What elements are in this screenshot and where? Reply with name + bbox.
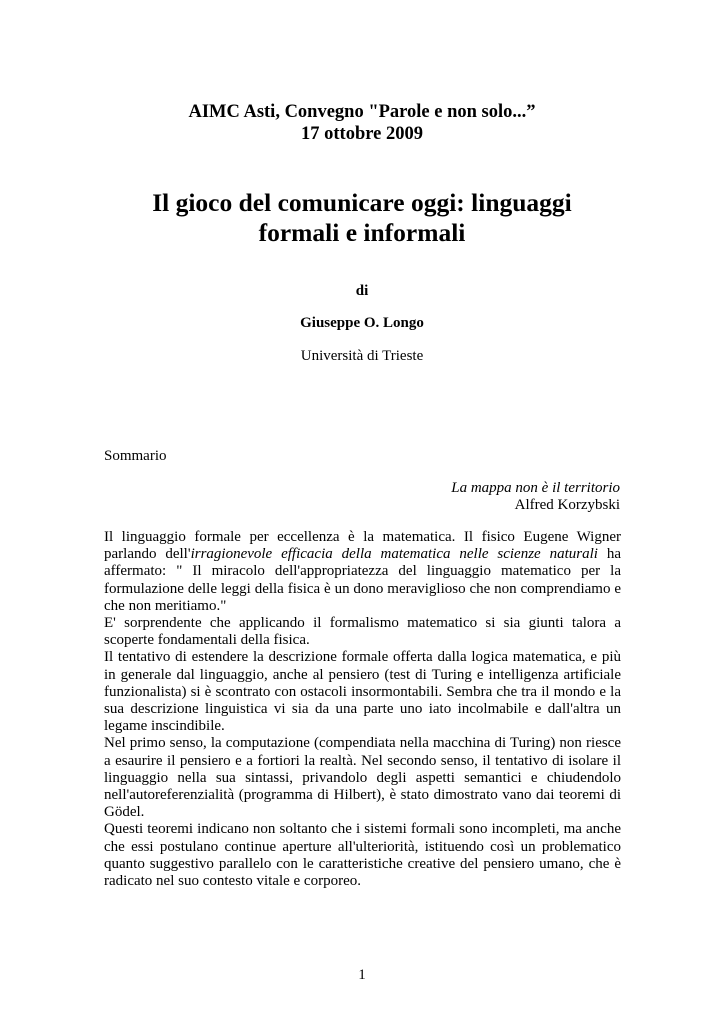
paragraph-3: Il tentativo di estendere la descrizione formale offerta dalla logica matematica, e più in generale dal linguaggio, anche al pensiero (test di Turing e intelligenza artificiale funzionalista) si è scontrato con ostacoli insormontabili. Sembra che tra il mondo e la sua descrizione linguistica vi sia da una parte uno iato incolmabile e dall'altra un legame inscindibile. [104,649,621,735]
paragraph-5: Questi teoremi indicano non soltanto che i sistemi formali sono incompleti, ma anche che essi postulano continue aperture all'ulteriorità, istituendo così un problematico quanto suggestivo parallelo con le caratteristiche creative del pensiero umano, che è radicato nel suo contesto vitale e corporeo. [104,821,621,890]
paragraph-2: E' sorprendente che applicando il formalismo matematico si sia giunti talora a scoperte fondamentali della fisica. [104,615,621,649]
author-affiliation: Università di Trieste [300,348,424,364]
paragraph-4: Nel primo senso, la computazione (compendiata nella macchina di Turing) non riesce a esaurire il pensiero e a fortiori la realtà. Nel secondo senso, il tentativo di isolare il linguaggio nella sua sintassi, privandolo degli aspetti semantici e chiudendolo nell'autoreferenzialità (programma di Hilbert), è stato dimostrato vano dai teoremi di Gödel. [104,735,621,821]
conference-title: AIMC Asti, Convegno "Parole e non solo...” [188,102,536,122]
author-name: Giuseppe O. Longo [300,315,424,331]
page-number: 1 [358,967,366,983]
paper-title-line1: Il gioco del comunicare oggi: linguaggi [152,188,572,217]
paper-title-line2: formali e informali [258,218,466,247]
paragraph-1-italic: irragionevole efficacia della matematica nelle scienze naturali [190,546,598,563]
paragraph-1-text-b: ha affermato: " Il miracolo dell'appropriatezza del linguaggio matematico per la formulazione delle leggi della fisica è un dono meraviglioso che non comprendiamo e che non meritiamo." [104,546,621,614]
epigraph-quote: La mappa non è il territorio [451,480,620,496]
summary-body [104,529,621,890]
paragraph-1 [104,529,621,615]
epigraph-author: Alfred Korzybski [514,497,620,513]
summary-heading: Sommario [104,448,167,464]
paragraph-1-text-a: Il linguaggio formale per eccellenza è la matematica. Il fisico Eugene Wigner parlando dell' [104,529,621,563]
conference-date: 17 ottobre 2009 [301,124,423,144]
byline-di: di [355,283,369,299]
